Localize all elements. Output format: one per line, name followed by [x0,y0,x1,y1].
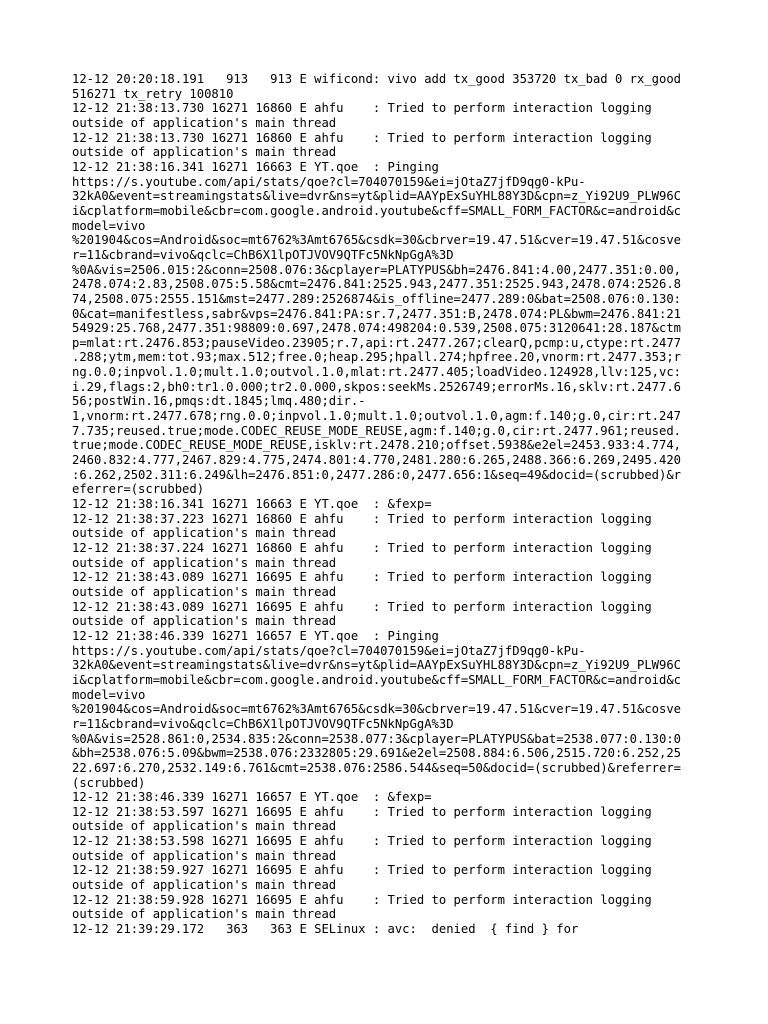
log-line: i.29,flags:2,bh0:tr1.0.000;tr2.0.000,skpos:seekMs.2526749;errorMs.16,sklv:rt.2477.6 [72,379,682,394]
log-line: outside of application's main thread [72,848,337,863]
log-line: 12-12 21:38:43.089 16271 16695 E ahfu : Tried to perform interaction logging [72,570,652,585]
log-line: 12-12 21:38:16.341 16271 16663 E YT.qoe : Pinging [72,159,439,174]
log-line: r=11&cbrand=vivo&qclc=ChB6X1lpOTJVOV9QTFc5NkNpGgA%3D [72,247,454,262]
log-line: 12-12 21:38:16.341 16271 16663 E YT.qoe : &fexp= [72,497,432,512]
log-line: 12-12 21:38:53.597 16271 16695 E ahfu : Tried to perform interaction logging [72,804,652,819]
log-line: 0&cat=manifestless,sabr&vps=2476.841:PA:sr.7,2477.351:B,2478.074:PL&bwm=2476.841:21 [72,306,682,321]
log-line: true;mode.CODEC_REUSE_MODE_REUSE,isklv:rt.2478.210;offset.5938&e2el=2453.933:4.774, [72,438,682,453]
log-line: i&cplatform=mobile&cbr=com.google.android.youtube&cff=SMALL_FORM_FACTOR&c=android&c [72,203,682,218]
log-line: outside of application's main thread [72,614,337,629]
log-line: outside of application's main thread [72,878,337,893]
log-line: 56;postWin.16,pmqs:dt.1845;lmq.480;dir.- [72,394,366,409]
log-line: model=vivo [72,687,146,702]
log-line: 2460.832:4.777,2467.829:4.775,2474.801:4.770,2481.280:6.265,2488.366:6.269,2495.420 [72,453,682,468]
log-line: 32kA0&event=streamingstats&live=dvr&ns=yt&plid=AAYpExSuYHL88Y3D&cpn=z_Yi92U9_PLW96C [72,658,682,673]
log-line: 12-12 21:38:37.224 16271 16860 E ahfu : Tried to perform interaction logging [72,541,652,555]
log-line: https://s.youtube.com/api/stats/qoe?cl=704070159&ei=jOtaZ7jfD9qg0-kPu- [72,174,586,189]
log-line: outside of application's main thread [72,584,337,599]
log-line: %0A&vis=2528.861:0,2534.835:2&conn=2538.077:3&cplayer=PLATYPUS&bat=2538.077:0.130:0 [72,731,682,746]
log-line: outside of application's main thread [72,115,337,130]
log-line: %201904&cos=Android&soc=mt6762%3Amt6765&csdk=30&cbrver=19.47.51&cver=19.47.51&cosve [72,233,682,248]
log-line: 12-12 21:38:46.339 16271 16657 E YT.qoe : Pinging [72,628,439,643]
log-line: p=mlat:rt.2476.853;pauseVideo.23905;r.7,api:rt.2477.267;clearQ,pcmp:u,ctype:rt.2477 [72,335,682,350]
log-line: (scrubbed) [72,775,146,790]
log-line: 12-12 20:20:18.191 913 913 E wificond: vivo add tx_good 353720 tx_bad 0 rx_good [72,72,682,86]
log-line: 22.697:6.270,2532.149:6.761&cmt=2538.076:2586.544&seq=50&docid=(scrubbed)&referrer= [72,760,682,775]
log-line: 12-12 21:39:29.172 363 363 E SELinux : avc: denied { find } for [72,922,579,937]
log-line: outside of application's main thread [72,526,337,541]
log-line: outside of application's main thread [72,145,337,160]
log-line: 1,vnorm:rt.2477.678;rng.0.0;inpvol.1.0;mult.1.0;outvol.1.0,agm:f.140;g.0,cir:rt.247 [72,409,682,424]
log-line: 12-12 21:38:13.730 16271 16860 E ahfu : Tried to perform interaction logging [72,101,652,116]
log-line: eferrer=(scrubbed) [72,482,205,497]
log-document [72,72,702,937]
log-line: outside of application's main thread [72,819,337,834]
log-line: r=11&cbrand=vivo&qclc=ChB6X1lpOTJVOV9QTFc5NkNpGgA%3D [72,716,454,731]
log-line: 12-12 21:38:46.339 16271 16657 E YT.qoe : &fexp= [72,790,432,805]
log-line: outside of application's main thread [72,907,337,922]
log-line: %201904&cos=Android&soc=mt6762%3Amt6765&csdk=30&cbrver=19.47.51&cver=19.47.51&cosve [72,702,682,717]
log-line: 32kA0&event=streamingstats&live=dvr&ns=yt&plid=AAYpExSuYHL88Y3D&cpn=z_Yi92U9_PLW96C [72,189,682,204]
log-line: 54929:25.768,2477.351:98809:0.697,2478.074:498204:0.539,2508.075:3120641:28.187&ctm [72,321,682,336]
log-line: 12-12 21:38:43.089 16271 16695 E ahfu : Tried to perform interaction logging [72,599,652,614]
log-line: 12-12 21:38:59.927 16271 16695 E ahfu : Tried to perform interaction logging [72,863,652,878]
log-line: 12-12 21:38:37.223 16271 16860 E ahfu : Tried to perform interaction logging [72,511,652,526]
log-line: 2478.074:2.83,2508.075:5.58&cmt=2476.841:2525.943,2477.351:2525.943,2478.074:2526.8 [72,277,682,292]
log-line: .288;ytm,mem:tot.93;max.512;free.0;heap.295;hpall.274;hpfree.20,vnorm:rt.2477.353;r [72,350,682,365]
log-line: 7.735;reused.true;mode.CODEC_REUSE_MODE_REUSE,agm:f.140;g.0,cir:rt.2477.961;reused. [72,423,682,438]
log-line: &bh=2538.076:5.09&bwm=2538.076:2332805:29.691&e2el=2508.884:6.506,2515.720:6.252,25 [72,746,682,761]
log-line: outside of application's main thread [72,555,337,570]
log-line: model=vivo [72,218,146,233]
log-line: 12-12 21:38:53.598 16271 16695 E ahfu : Tried to perform interaction logging [72,834,652,849]
log-line: 12-12 21:38:59.928 16271 16695 E ahfu : Tried to perform interaction logging [72,892,652,907]
log-line: 12-12 21:38:13.730 16271 16860 E ahfu : Tried to perform interaction logging [72,130,652,145]
log-line: https://s.youtube.com/api/stats/qoe?cl=704070159&ei=jOtaZ7jfD9qg0-kPu- [72,643,586,658]
log-line: ng.0.0;inpvol.1.0;mult.1.0;outvol.1.0,mlat:rt.2477.405;loadVideo.124928,llv:125,vc: [72,365,682,380]
log-line: 74,2508.075:2555.151&mst=2477.289:2526874&is_offline=2477.289:0&bat=2508.076:0.130: [72,291,682,306]
log-line: :6.262,2502.311:6.249&lh=2476.851:0,2477.286:0,2477.656:1&seq=49&docid=(scrubbed)&r [72,467,682,482]
log-line: %0A&vis=2506.015:2&conn=2508.076:3&cplayer=PLATYPUS&bh=2476.841:4.00,2477.351:0.00, [72,262,682,277]
log-line: i&cplatform=mobile&cbr=com.google.android.youtube&cff=SMALL_FORM_FACTOR&c=android&c [72,672,682,687]
log-line: 516271 tx_retry 100810 [72,86,234,101]
